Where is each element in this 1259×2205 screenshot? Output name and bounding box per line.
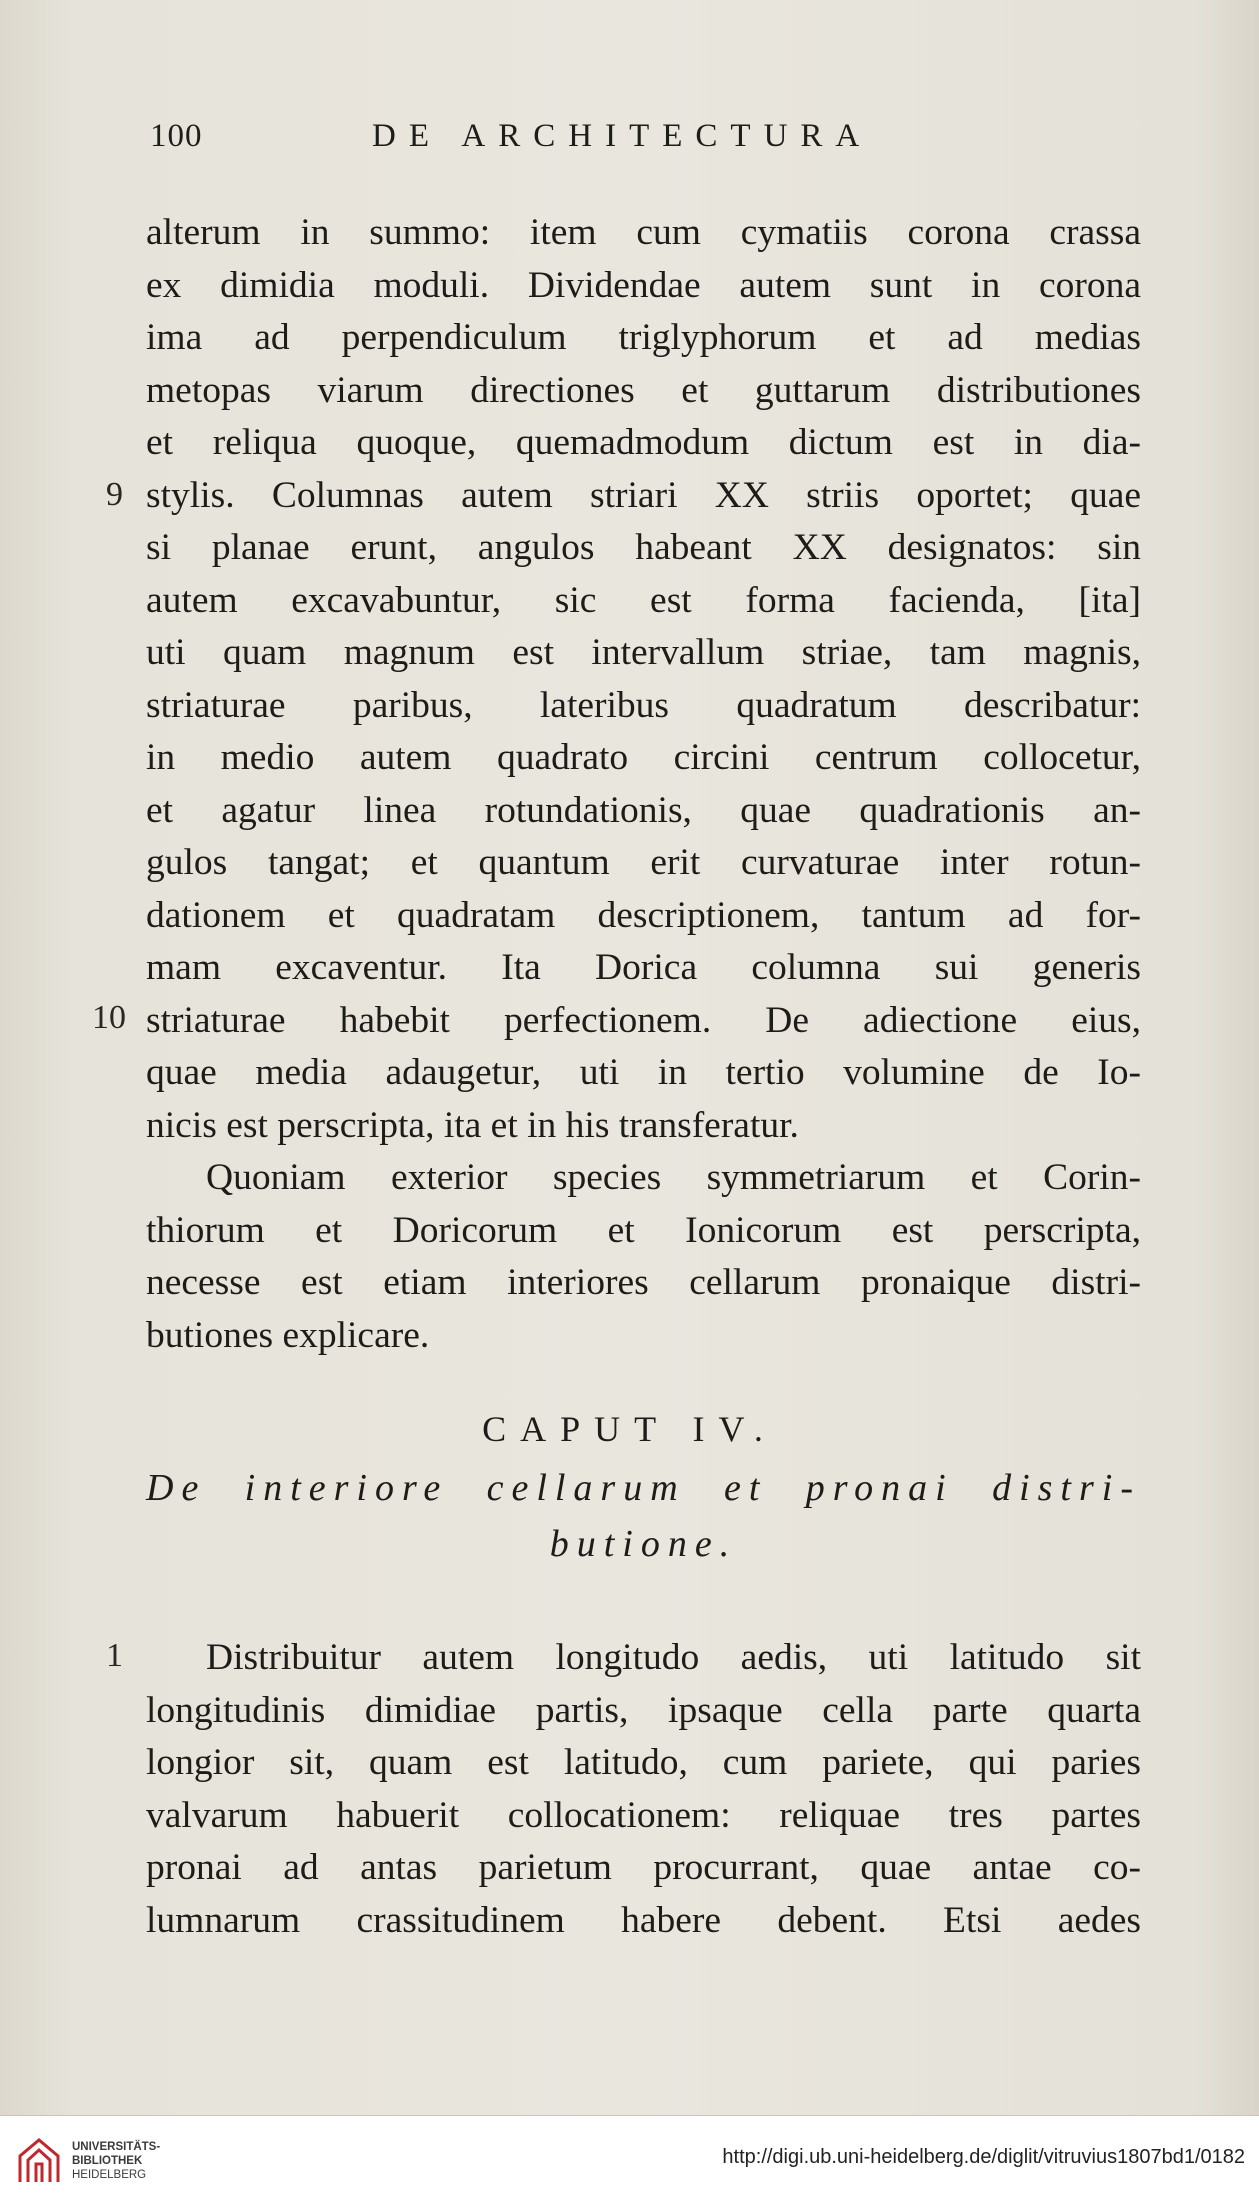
text-line: necesse est etiam interiores cellarum pronaique distri-: [146, 1262, 1141, 1303]
logo-line-3: HEIDELBERG: [72, 2169, 147, 2181]
text-line: metopas viarum directiones et guttarum distributiones: [146, 369, 1141, 411]
paragraph-1: [146, 207, 1141, 1152]
text-line: thiorum et Doricorum et Ionicorum est perscripta,: [146, 1209, 1141, 1251]
text-line: longitudinis dimidiae partis, ipsaque cella parte quarta: [146, 1689, 1141, 1731]
paragraph-3: [146, 1632, 1141, 1947]
text-line: dationem et quadratam descriptionem, tantum ad for-: [146, 894, 1141, 936]
text-line: nicis est perscripta, ita et in his transferatur.: [146, 1104, 799, 1146]
text-line: autem excavabuntur, sic est forma facienda, [ita]: [146, 579, 1141, 621]
text-line: alterum in summo: item cum cymatiis corona crassa: [146, 212, 1141, 253]
running-title: DE ARCHITECTURA: [372, 118, 873, 154]
text-line: pronai ad antas parietum procurrant, quae antae co-: [146, 1847, 1141, 1888]
section-marker-9: 9: [106, 476, 123, 513]
library-logo-text: [72, 2140, 160, 2182]
university-library-logo-icon: [14, 2134, 64, 2188]
text-line: valvarum habuerit collocationem: reliquae tres partes: [146, 1794, 1141, 1836]
text-line: et reliqua quoque, quemadmodum dictum est in dia-: [146, 422, 1141, 463]
text-line: stylis. Columnas autem striari XX striis oportet; quae: [146, 474, 1141, 516]
text-line: striaturae habebit perfectionem. De adiectione eius,: [146, 999, 1141, 1041]
text-line: butiones explicare.: [146, 1314, 430, 1356]
text-line: striaturae paribus, lateribus quadratum describatur:: [146, 684, 1141, 726]
running-head: [150, 118, 1150, 168]
text-line: si planae erunt, angulos habeant XX designatos: sin: [146, 527, 1141, 568]
permalink[interactable]: http://digi.ub.uni-heidelberg.de/diglit/vitruvius1807bd1/0182: [722, 2146, 1245, 2168]
text-line: Quoniam exterior species symmetriarum et Corin-: [206, 1157, 1141, 1198]
text-line: longior sit, quam est latitudo, cum pariete, qui paries: [146, 1742, 1141, 1783]
chapter-heading: CAPUT IV.: [482, 1409, 777, 1449]
text-line: quae media adaugetur, uti in tertio volumine de Io-: [146, 1052, 1141, 1093]
text-line: gulos tangat; et quantum erit curvaturae inter rotun-: [146, 842, 1141, 883]
logo-line-1: UNIVERSITÄTS-: [72, 2141, 161, 2153]
text-line: lumnarum crassitudinem habere debent. Etsi aedes: [146, 1899, 1141, 1941]
text-line: ex dimidia moduli. Dividendae autem sunt in corona: [146, 264, 1141, 306]
text-line: ima ad perpendiculum triglyphorum et ad medias: [146, 317, 1141, 358]
paragraph-2: [146, 1152, 1141, 1362]
section-marker-1: 1: [106, 1637, 123, 1674]
chapter-subtitle-cont: butione.: [549, 1523, 738, 1565]
chapter-subtitle: De interiore cellarum et pronai distri-: [146, 1467, 1141, 1509]
page-number: 100: [150, 118, 203, 154]
text-line: mam excaventur. Ita Dorica columna sui generis: [146, 947, 1141, 988]
viewer-footer: [0, 2115, 1259, 2205]
logo-line-2: BIBLIOTHEK: [72, 2155, 143, 2167]
text-line: Distribuitur autem longitudo aedis, uti latitudo sit: [206, 1637, 1141, 1678]
section-marker-10: 10: [92, 999, 126, 1036]
text-line: et agatur linea rotundationis, quae quadrationis an-: [146, 789, 1141, 831]
text-line: uti quam magnum est intervallum striae, tam magnis,: [146, 632, 1141, 673]
text-line: in medio autem quadrato circini centrum collocetur,: [146, 737, 1141, 778]
